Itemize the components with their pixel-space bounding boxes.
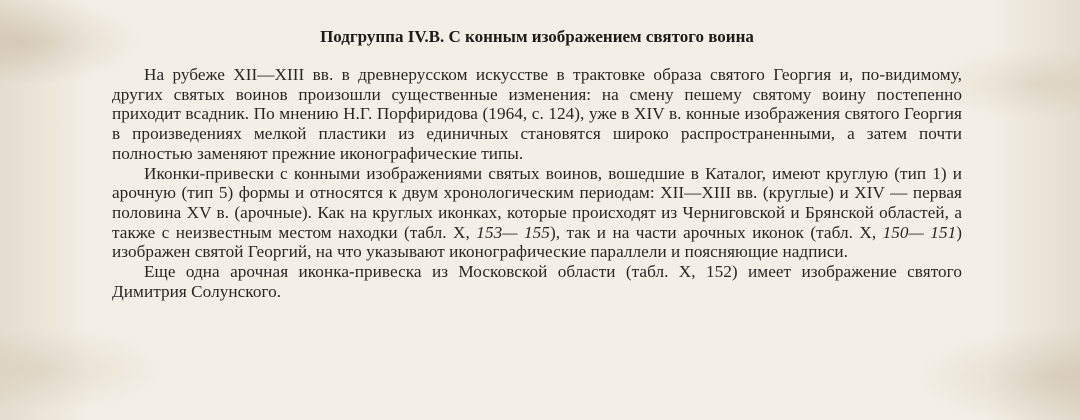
paragraph-2 bbox=[112, 164, 962, 263]
plate-reference-italic: 150— 151 bbox=[882, 222, 957, 242]
document-page bbox=[112, 26, 962, 301]
paragraph-text: ), так и на части арочных иконок (табл. X, bbox=[549, 222, 883, 242]
paragraph-1 bbox=[112, 65, 962, 164]
plate-reference-italic: 153— 155 bbox=[476, 222, 550, 242]
paragraph-text: Иконки-привески с конными изображениями святых воинов, вошедшие в Каталог, имеют круглую (тип 1) и арочную (тип 5) формы и относятся к двум хронологическим периодам: XII—XIII вв. (круглые) и XIV — первая половина XV в. (арочные). Как на круглых иконках, которые происходят из Черниговской и Брянской областей, а также с неизвестным местом находки (табл. X, bbox=[112, 163, 962, 242]
section-heading: Подгруппа IV.В. С конным изображением святого воина bbox=[320, 27, 754, 46]
paragraph-text: Еще одна арочная иконка-привеска из Московской области (табл. X, 152) имеет изображение святого Димитрия Солунского. bbox=[112, 262, 962, 301]
paragraph-text: На рубеже XII—XIII вв. в древнерусском искусстве в трактовке образа святого Георгия и, по-видимому, других святых воинов произошли существенные изменения: на смену пешему святому воину постепенно приходит всадник. По мнению Н.Г. Порфиридова (1964, с. 124), уже в XIV в. конные изображения святого Георгия в произведениях мелкой пластики из единичных становятся широко распространенными, а затем почти полностью заменяют прежние иконографические типы. bbox=[112, 65, 962, 163]
paragraph-text: ) изображен святой Георгий, на что указывают иконографические параллели и поясняющие надписи. bbox=[112, 222, 963, 262]
paragraph-3 bbox=[112, 262, 962, 301]
